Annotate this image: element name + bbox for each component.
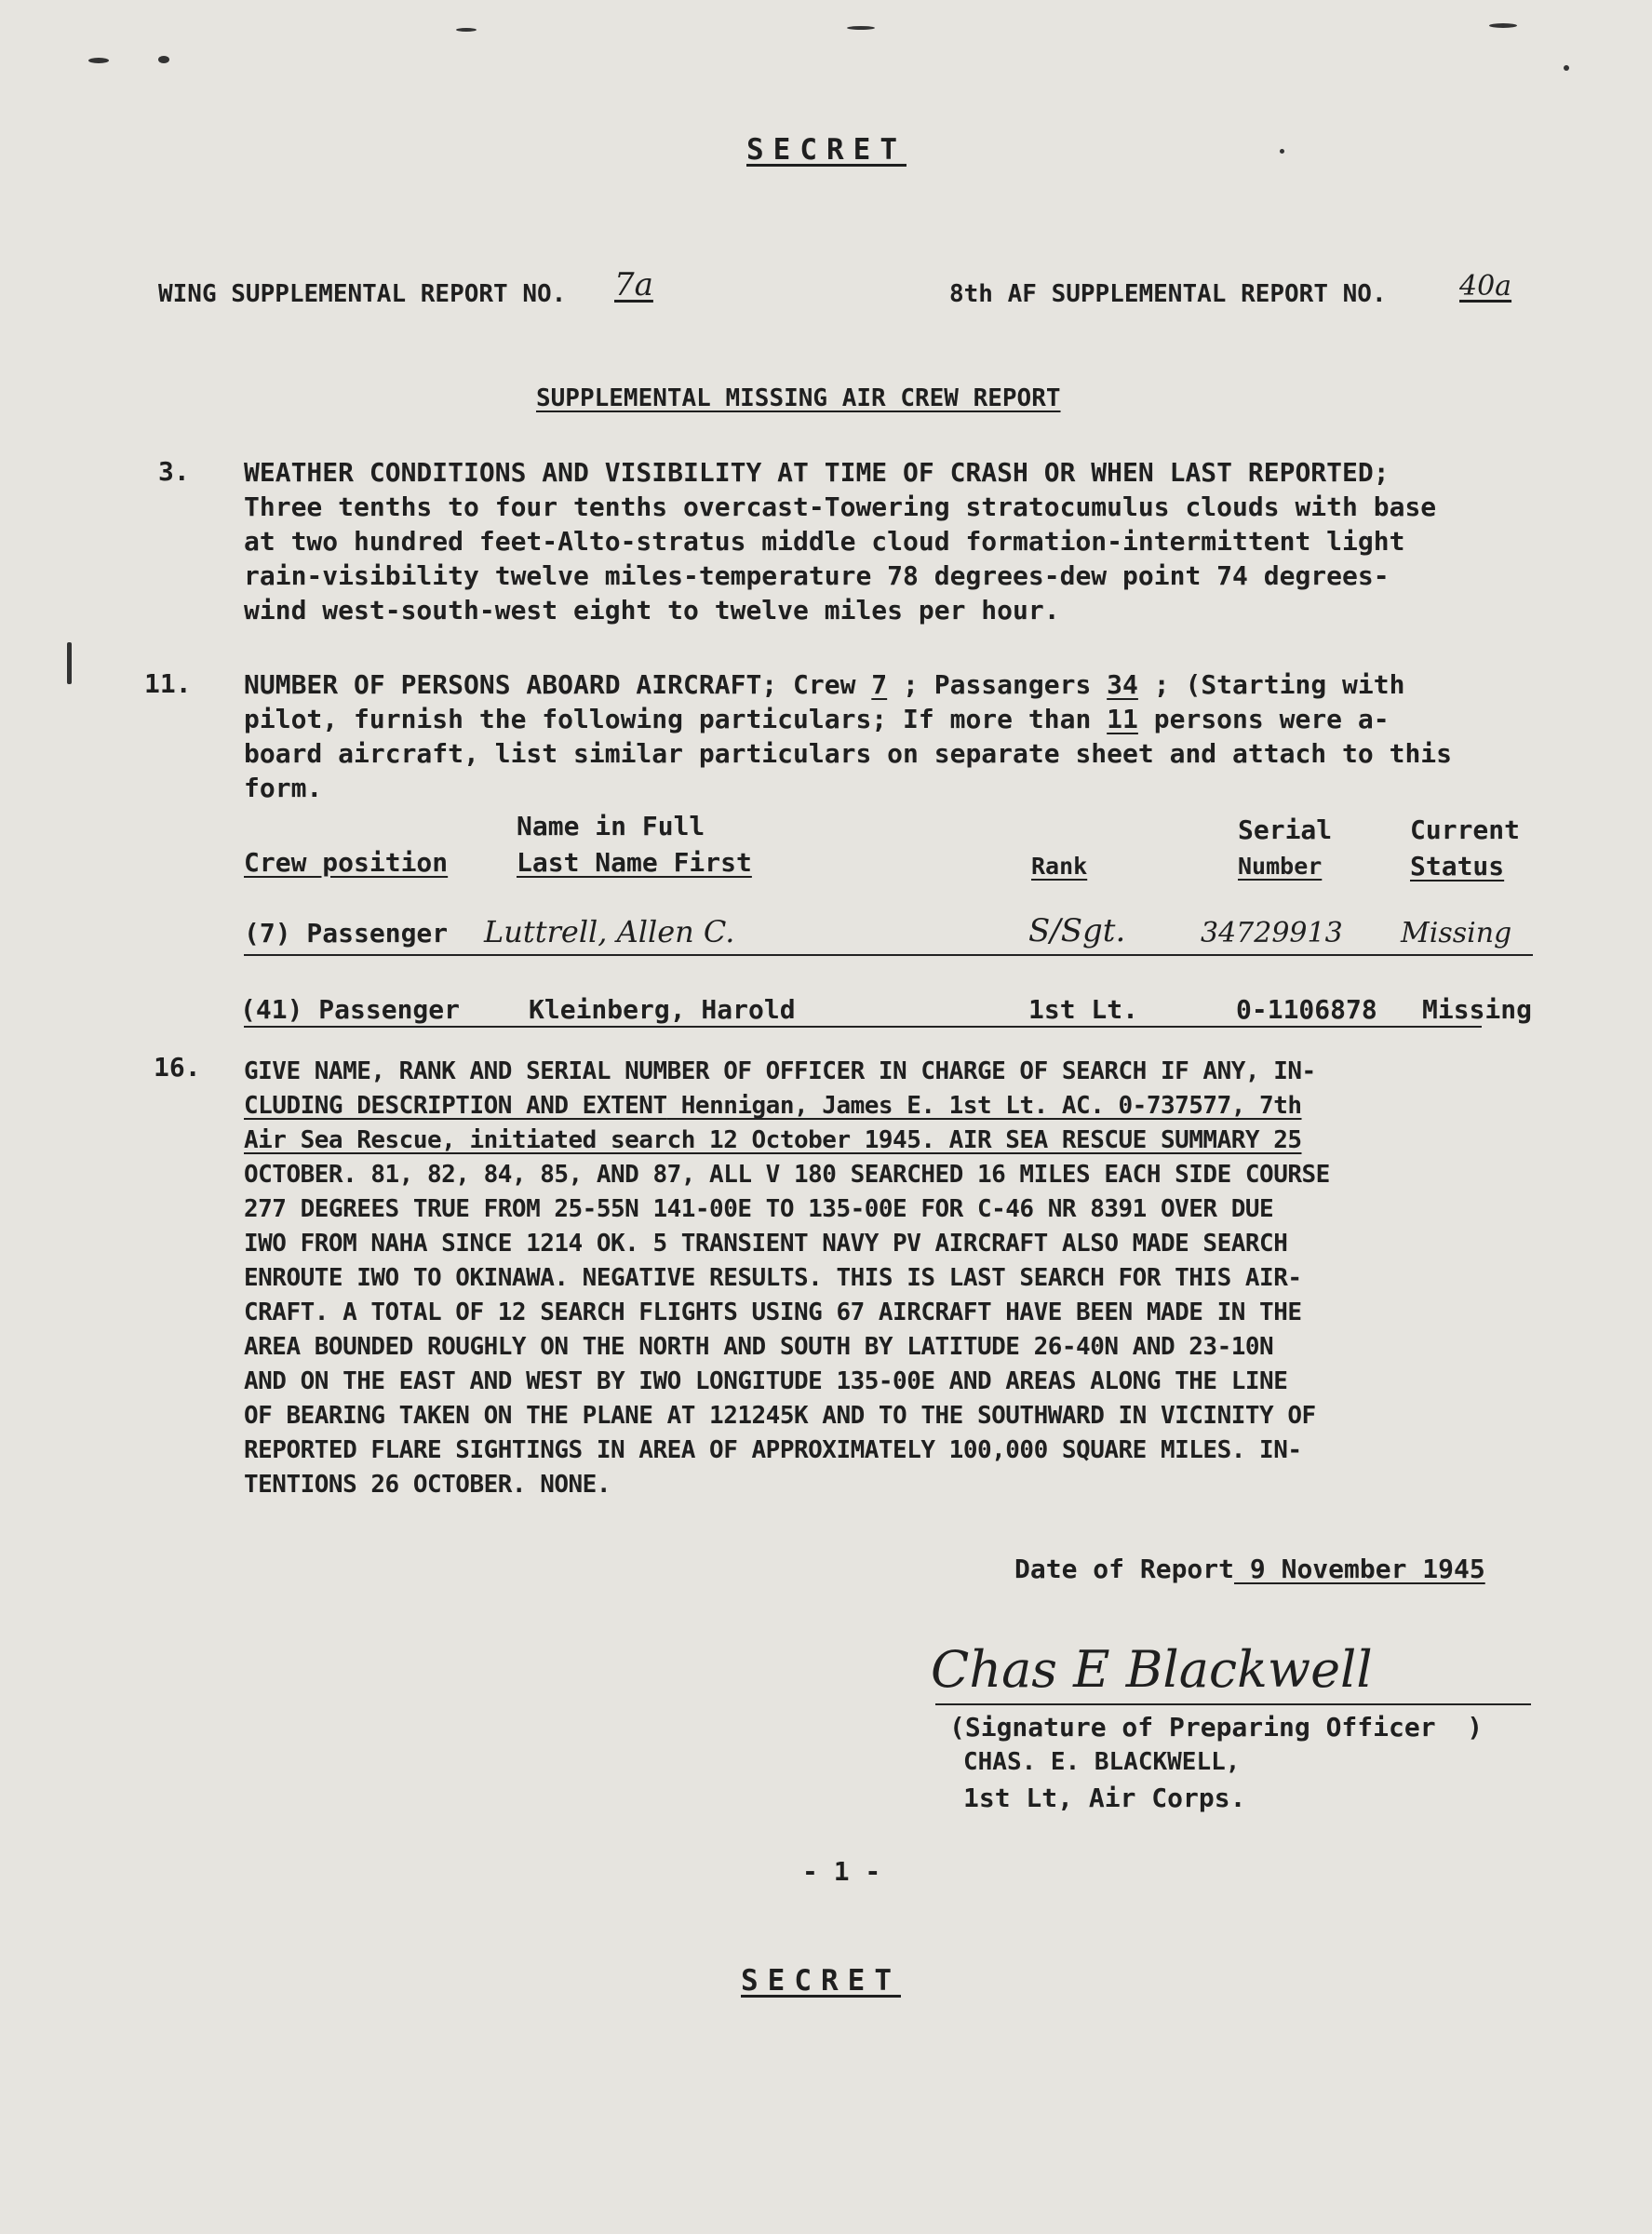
date-value: 9 November 1945	[1234, 1554, 1485, 1584]
row-1-rank: S/Sgt.	[1028, 912, 1126, 949]
summary-line: TENTIONS 26 OCTOBER. NONE.	[244, 1471, 611, 1499]
speck	[1280, 149, 1284, 154]
speck	[67, 642, 72, 684]
summary-line: OCTOBER. 81, 82, 84, 85, AND 87, ALL V 180 SEARCHED 16 MILES EACH SIDE COURSE	[244, 1161, 1330, 1189]
section-3-line: WEATHER CONDITIONS AND VISIBILITY AT TIME OF CRASH OR WHEN LAST REPORTED;	[244, 457, 1390, 488]
summary-line: AND ON THE EAST AND WEST BY IWO LONGITUDE 135-00E AND AREAS ALONG THE LINE	[244, 1367, 1288, 1395]
summary-line: CRAFT. A TOTAL OF 12 SEARCH FLIGHTS USING 67 AIRCRAFT HAVE BEEN MADE IN THE	[244, 1299, 1302, 1326]
summary-line: AREA BOUNDED ROUGHLY ON THE NORTH AND SOUTH BY LATITUDE 26-40N AND 23-10N	[244, 1333, 1274, 1361]
section-11-line: form.	[244, 773, 323, 803]
section-16-number: 16.	[154, 1052, 201, 1083]
page-number: - 1 -	[802, 1856, 881, 1887]
section-11-line: board aircraft, list similar particulars on separate sheet and attach to this	[244, 738, 1453, 769]
row-1-status: Missing	[1401, 917, 1512, 949]
header-crew-position: Crew position	[244, 847, 449, 878]
header-status-line1: Current	[1410, 814, 1521, 845]
af-report-number: 40a	[1459, 270, 1512, 303]
row-2-serial: 0-1106878	[1236, 994, 1377, 1025]
passenger-count: 34	[1107, 669, 1138, 700]
row-2-underline	[244, 1026, 1482, 1028]
summary-line: REPORTED FLARE SIGHTINGS IN AREA OF APPROXIMATELY 100,000 SQUARE MILES. IN-	[244, 1436, 1302, 1464]
section-16-line: GIVE NAME, RANK AND SERIAL NUMBER OF OFFICER IN CHARGE OF SEARCH IF ANY, IN-	[244, 1057, 1316, 1085]
speck	[1564, 65, 1569, 71]
officer-name: CHAS. E. BLACKWELL,	[963, 1748, 1241, 1776]
speck	[456, 28, 477, 32]
section-3-line: Three tenths to four tenths overcast-Towering stratocumulus clouds with base	[244, 491, 1437, 522]
header-rank: Rank	[1031, 853, 1088, 880]
header-status-line2: Status	[1410, 851, 1505, 881]
row-1-serial: 34729913	[1201, 917, 1343, 949]
section-16-line: Air Sea Rescue, initiated search 12 October 1945. AIR SEA RESCUE SUMMARY 25	[244, 1126, 1302, 1154]
af-report-label: 8th AF SUPPLEMENTAL REPORT NO.	[949, 280, 1387, 308]
date-label: Date of Report	[1014, 1554, 1235, 1584]
row-2-rank: 1st Lt.	[1028, 994, 1139, 1025]
header-name-line1: Name in Full	[517, 811, 705, 841]
summary-line: ENROUTE IWO TO OKINAWA. NEGATIVE RESULTS. THIS IS LAST SEARCH FOR THIS AIR-	[244, 1264, 1302, 1292]
top-classification: SECRET	[746, 133, 907, 167]
date-of-report	[1014, 1553, 1485, 1586]
section-3-number: 3.	[158, 456, 190, 487]
row-1-position: (7) Passenger	[244, 918, 449, 949]
section-11-line: pilot, furnish the following particulars; If more than 11 persons were a-	[244, 704, 1390, 734]
header-name-line2: Last Name First	[517, 847, 752, 878]
speck	[88, 58, 109, 63]
signature-line	[935, 1703, 1531, 1705]
row-2-position: (41) Passenger	[240, 994, 461, 1025]
crew-count: 7	[871, 669, 888, 700]
section-3-line: at two hundred feet-Alto-stratus middle cloud formation-intermittent light	[244, 526, 1405, 557]
section-16-line: CLUDING DESCRIPTION AND EXTENT Hennigan, James E. 1st Lt. AC. 0-737577, 7th	[244, 1092, 1302, 1120]
header-serial-line1: Serial	[1238, 814, 1333, 845]
summary-line: IWO FROM NAHA SINCE 1214 OK. 5 TRANSIENT NAVY PV AIRCRAFT ALSO MADE SEARCH	[244, 1230, 1288, 1258]
row-1-underline	[244, 954, 1533, 956]
signature: Chas E Blackwell	[931, 1640, 1373, 1699]
header-serial-line2: Number	[1238, 853, 1323, 880]
summary-line: OF BEARING TAKEN ON THE PLANE AT 121245K AND TO THE SOUTHWARD IN VICINITY OF	[244, 1402, 1316, 1430]
row-2-status: Missing	[1422, 994, 1533, 1025]
speck	[158, 56, 169, 63]
row-2-name: Kleinberg, Harold	[529, 994, 796, 1025]
bottom-classification: SECRET	[741, 1964, 901, 1998]
officer-rank: 1st Lt, Air Corps.	[963, 1783, 1246, 1813]
speck	[1489, 23, 1517, 28]
row-1-name: Luttrell, Allen C.	[484, 914, 735, 949]
speck	[847, 26, 875, 30]
signature-caption: (Signature of Preparing Officer )	[949, 1712, 1484, 1743]
wing-report-label: WING SUPPLEMENTAL REPORT NO.	[158, 280, 567, 308]
persons-limit: 11	[1107, 704, 1138, 734]
summary-line: 277 DEGREES TRUE FROM 25-55N 141-00E TO 135-00E FOR C-46 NR 8391 OVER DUE	[244, 1195, 1274, 1223]
section-3-line: rain-visibility twelve miles-temperature 78 degrees-dew point 74 degrees-	[244, 560, 1390, 591]
wing-report-number: 7a	[614, 266, 653, 303]
section-3-line: wind west-south-west eight to twelve miles per hour.	[244, 595, 1060, 626]
section-11-number: 11.	[144, 668, 192, 699]
search-officer: Hennigan, James E. 1st Lt. AC. 0-737577, 7th	[666, 1092, 1302, 1120]
section-11-line: NUMBER OF PERSONS ABOARD AIRCRAFT; Crew 7 ; Passangers 34 ; (Starting with	[244, 669, 1405, 700]
report-title: SUPPLEMENTAL MISSING AIR CREW REPORT	[536, 384, 1061, 412]
